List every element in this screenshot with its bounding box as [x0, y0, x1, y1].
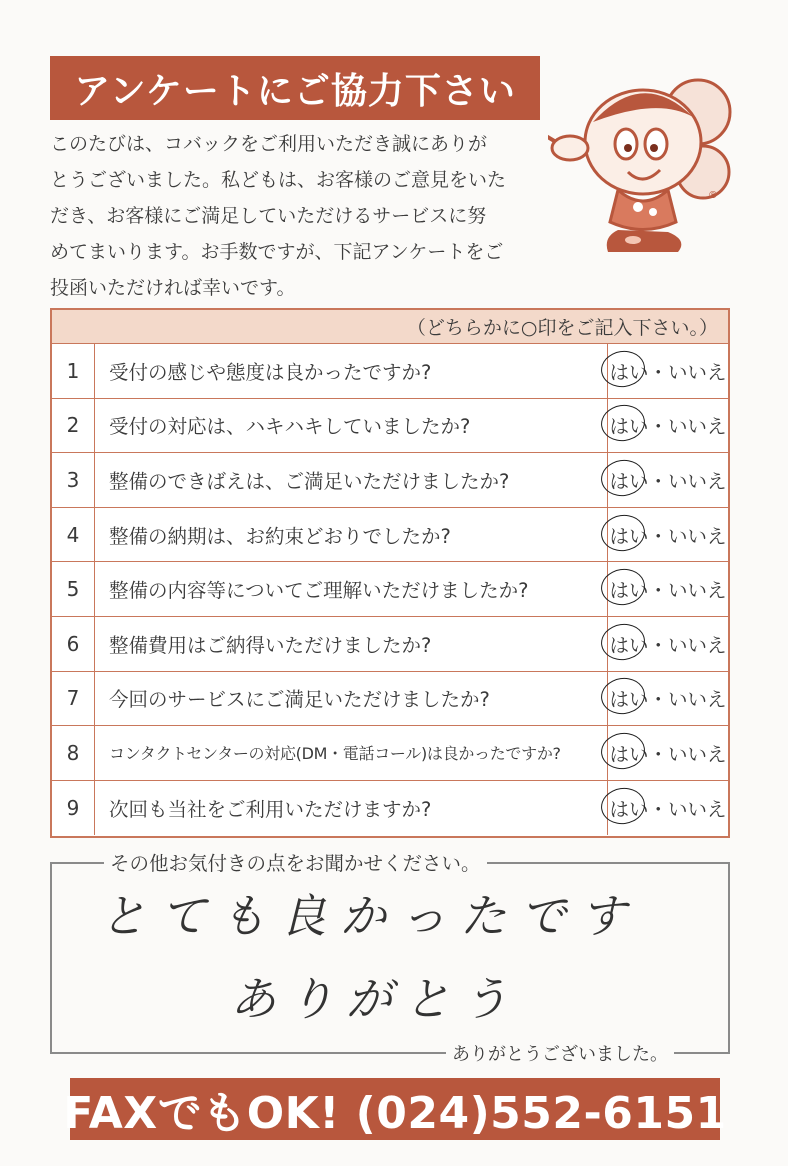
question-row	[52, 562, 728, 617]
answer-choice[interactable]	[608, 562, 728, 616]
comments-closing: ありがとうございました。	[446, 1040, 674, 1066]
mascot-character-icon	[548, 62, 738, 262]
intro-line: このたびは、コバックをご利用いただき誠にありが	[50, 133, 488, 155]
answer-separator: ・	[648, 579, 668, 603]
answer-yes[interactable]	[609, 521, 648, 549]
intro-paragraph	[50, 126, 550, 306]
question-row	[52, 453, 728, 508]
question-text: 整備の納期は、お約束どおりでしたか?	[95, 508, 608, 562]
answer-no[interactable]: いいえ	[668, 415, 727, 439]
answer-choice[interactable]	[608, 508, 728, 562]
comments-label: その他お気付きの点をお聞かせください。	[104, 848, 487, 876]
question-row	[52, 781, 728, 836]
answer-separator: ・	[648, 633, 668, 657]
question-text: 整備の内容等についてご理解いただけましたか?	[95, 562, 608, 616]
answer-yes-label: はい	[609, 579, 649, 603]
answer-separator: ・	[648, 469, 668, 493]
answer-choice[interactable]	[608, 453, 728, 507]
answer-yes-label: はい	[609, 415, 649, 439]
survey-table	[50, 308, 730, 838]
answer-separator: ・	[648, 524, 668, 548]
question-row	[52, 399, 728, 454]
answer-choice[interactable]	[608, 344, 728, 398]
fax-number-banner: FAXでもOK! (024)552-6151	[70, 1078, 720, 1140]
question-number: 1	[52, 344, 95, 398]
page-title: アンケートにご協力下さい	[50, 56, 540, 120]
answer-separator: ・	[648, 688, 668, 712]
answer-separator: ・	[648, 415, 668, 439]
answer-no[interactable]: いいえ	[668, 469, 727, 493]
answer-yes[interactable]	[609, 466, 648, 494]
question-number: 9	[52, 781, 95, 836]
survey-instruction: （どちらかに○印をご記入下さい。）	[52, 310, 728, 344]
answer-no[interactable]: いいえ	[668, 742, 727, 766]
answer-yes[interactable]	[609, 575, 648, 603]
question-number: 7	[52, 672, 95, 726]
answer-no[interactable]: いいえ	[668, 798, 727, 822]
answer-no[interactable]: いいえ	[668, 360, 727, 384]
question-row	[52, 344, 728, 399]
answer-yes-label: はい	[609, 633, 649, 657]
question-text: コンタクトセンターの対応(DM・電話コール)は良かったですか?	[95, 726, 608, 780]
question-row	[52, 617, 728, 672]
question-number: 5	[52, 562, 95, 616]
answer-separator: ・	[648, 742, 668, 766]
question-number: 4	[52, 508, 95, 562]
answer-yes-label: はい	[609, 469, 649, 493]
answer-no[interactable]: いいえ	[668, 633, 727, 657]
question-row	[52, 726, 728, 781]
answer-yes[interactable]	[609, 411, 648, 439]
answer-yes[interactable]	[609, 684, 648, 712]
question-text: 今回のサービスにご満足いただけましたか?	[95, 672, 608, 726]
handwritten-line-1: とても良かったです	[100, 889, 640, 943]
handwritten-comment	[60, 870, 720, 1040]
handwritten-line-2: ありがとう	[230, 972, 520, 1026]
answer-yes[interactable]	[609, 630, 648, 658]
question-number: 2	[52, 399, 95, 453]
intro-line: 投函いただければ幸いです。	[50, 277, 296, 299]
answer-yes-label: はい	[609, 524, 649, 548]
intro-line: めてまいります。お手数ですが、下記アンケートをご	[50, 241, 504, 263]
answer-no[interactable]: いいえ	[668, 688, 727, 712]
answer-choice[interactable]	[608, 617, 728, 671]
answer-yes-label: はい	[609, 742, 649, 766]
answer-yes-label: はい	[609, 798, 649, 822]
answer-choice[interactable]	[608, 399, 728, 453]
question-text: 整備のできばえは、ご満足いただけましたか?	[95, 453, 608, 507]
question-text: 次回も当社をご利用いただけますか?	[95, 781, 608, 836]
registered-mark: ®	[708, 190, 718, 201]
answer-yes-label: はい	[609, 360, 649, 384]
question-number: 6	[52, 617, 95, 671]
question-row	[52, 508, 728, 563]
question-text: 整備費用はご納得いただけましたか?	[95, 617, 608, 671]
question-text: 受付の感じや態度は良かったですか?	[95, 344, 608, 398]
intro-line: だき、お客様にご満足していただけるサービスに努	[50, 205, 487, 227]
answer-choice[interactable]	[608, 672, 728, 726]
question-number: 3	[52, 453, 95, 507]
question-number: 8	[52, 726, 95, 780]
question-row	[52, 672, 728, 727]
question-text: 受付の対応は、ハキハキしていましたか?	[95, 399, 608, 453]
answer-yes[interactable]	[609, 357, 648, 385]
answer-yes[interactable]	[609, 739, 648, 767]
answer-no[interactable]: いいえ	[668, 524, 727, 548]
answer-yes-label: はい	[609, 688, 649, 712]
intro-line: とうございました。私どもは、お客様のご意見をいた	[50, 169, 507, 191]
answer-choice[interactable]	[608, 726, 728, 780]
answer-no[interactable]: いいえ	[668, 579, 727, 603]
answer-choice[interactable]	[608, 781, 728, 836]
answer-separator: ・	[648, 798, 668, 822]
answer-separator: ・	[648, 360, 668, 384]
answer-yes[interactable]	[609, 794, 648, 822]
